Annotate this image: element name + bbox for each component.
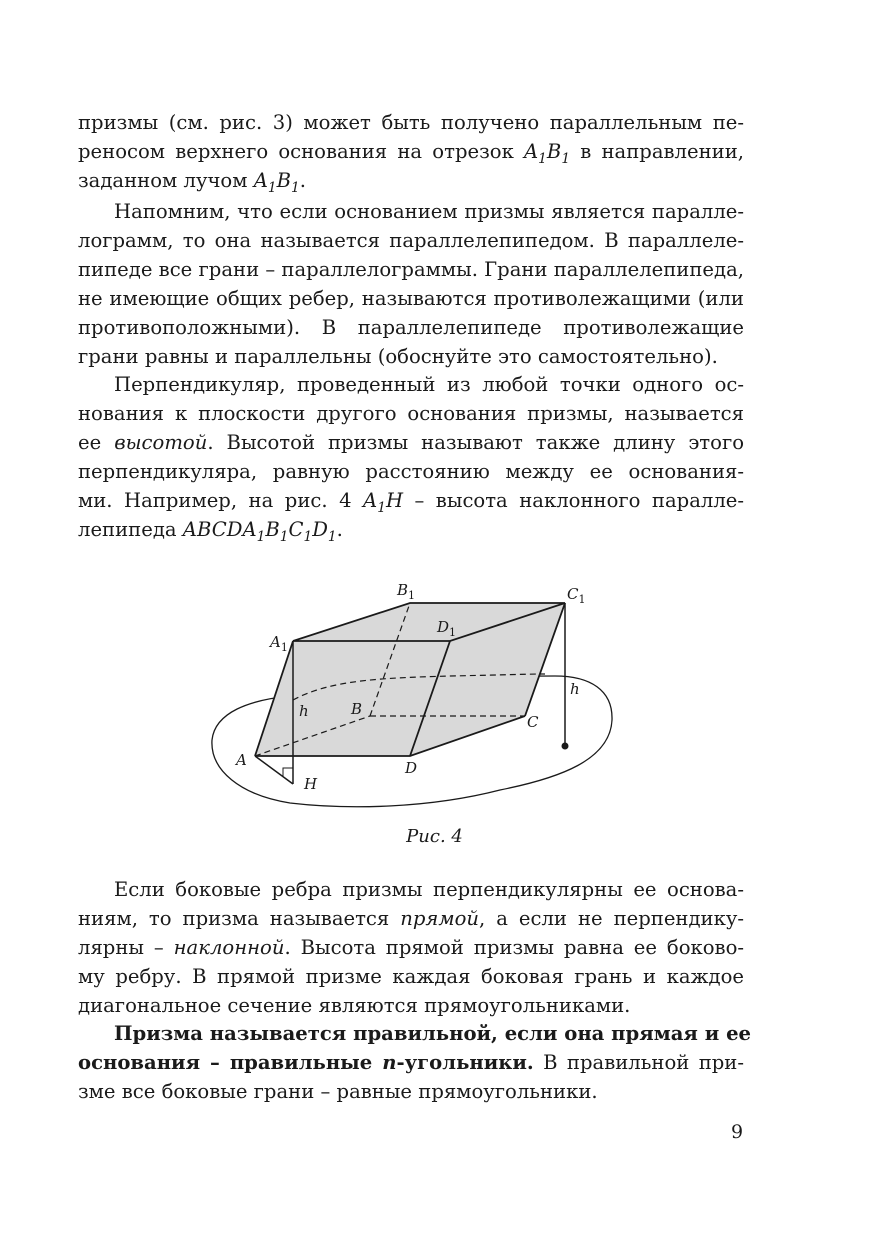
label-D1: $D_1$ <box>437 618 457 639</box>
text-line: зме все боковые грани – равные прямоугольники. <box>78 1080 598 1103</box>
text-line: лепипеда $ABCDA_1B_1C_1D_1$. <box>78 518 343 545</box>
text-line: ми. Например, на рис. 4 $A_1H$ – высота наклонного паралле- <box>78 489 744 516</box>
text-line: пипеде все грани – параллелограммы. Грани параллелепипеда, <box>78 258 744 281</box>
page-number: 9 <box>731 1121 744 1143</box>
label-A: A <box>236 751 247 769</box>
text-line: ее высотой. Высотой призмы называют также длину этого <box>78 431 744 454</box>
text-line: реносом верхнего основания на отрезок $A_1B_1$ в направлении, <box>78 140 744 167</box>
label-B: B <box>351 700 363 718</box>
text-line: заданном лучом $A_1B_1$. <box>78 169 306 196</box>
label-A1: $A_1$ <box>270 633 288 654</box>
paragraph-1 <box>78 108 744 195</box>
text-line: грани равны и параллельны (обоснуйте это самостоятельно). <box>78 345 718 368</box>
text-line: перпендикуляра, равную расстоянию между ее основания- <box>78 460 744 483</box>
label-H: H <box>304 775 318 793</box>
label-C1: $C_1$ <box>567 585 586 606</box>
label-D: D <box>405 759 418 777</box>
figure-parallelepiped <box>205 578 645 818</box>
text-line: ниям, то призма называется прямой, а если не перпендику- <box>78 907 744 930</box>
paragraph-4 <box>78 875 744 1020</box>
segment-AH <box>255 756 293 784</box>
text-line: диагональное сечение являются прямоугольниками. <box>78 994 631 1017</box>
text-line: не имеющие общих ребер, называются противолежащими (или <box>78 287 744 310</box>
right-angle-mark <box>283 768 293 777</box>
text-line: лограмм, то она называется параллелепипедом. В параллеле- <box>78 229 744 252</box>
paragraph-5 <box>78 1019 751 1106</box>
text-line: противоположными). В параллелепипеде противолежащие <box>78 316 744 339</box>
figure-caption: Рис. 4 <box>406 826 463 847</box>
text-line: основания – правильные n-угольники. В правильной при- <box>78 1051 744 1074</box>
label-B1: $B_1$ <box>397 581 416 602</box>
text-line: нования к плоскости другого основания призмы, называется <box>78 402 744 425</box>
text-line: лярны – наклонной. Высота прямой призмы равна ее боково- <box>78 936 744 959</box>
text-line: призмы (см. рис. 3) может быть получено параллельным пе- <box>78 111 744 134</box>
paragraph-2 <box>78 197 744 371</box>
text-line: Напомним, что если основанием призмы является паралле- <box>114 200 744 223</box>
text-line: Если боковые ребра призмы перпендикулярны ее основа- <box>114 878 744 901</box>
height-foot-point <box>562 743 569 750</box>
paragraph-3 <box>78 370 744 544</box>
label-h-left: h <box>299 702 309 720</box>
label-C: C <box>527 713 539 731</box>
text-line: му ребру. В прямой призме каждая боковая грань и каждое <box>78 965 744 988</box>
label-h-right: h <box>570 680 580 698</box>
text-line: Перпендикуляр, проведенный из любой точки одного ос- <box>114 373 744 396</box>
text-line: Призма называется правильной, если она прямая и ее <box>114 1022 751 1045</box>
